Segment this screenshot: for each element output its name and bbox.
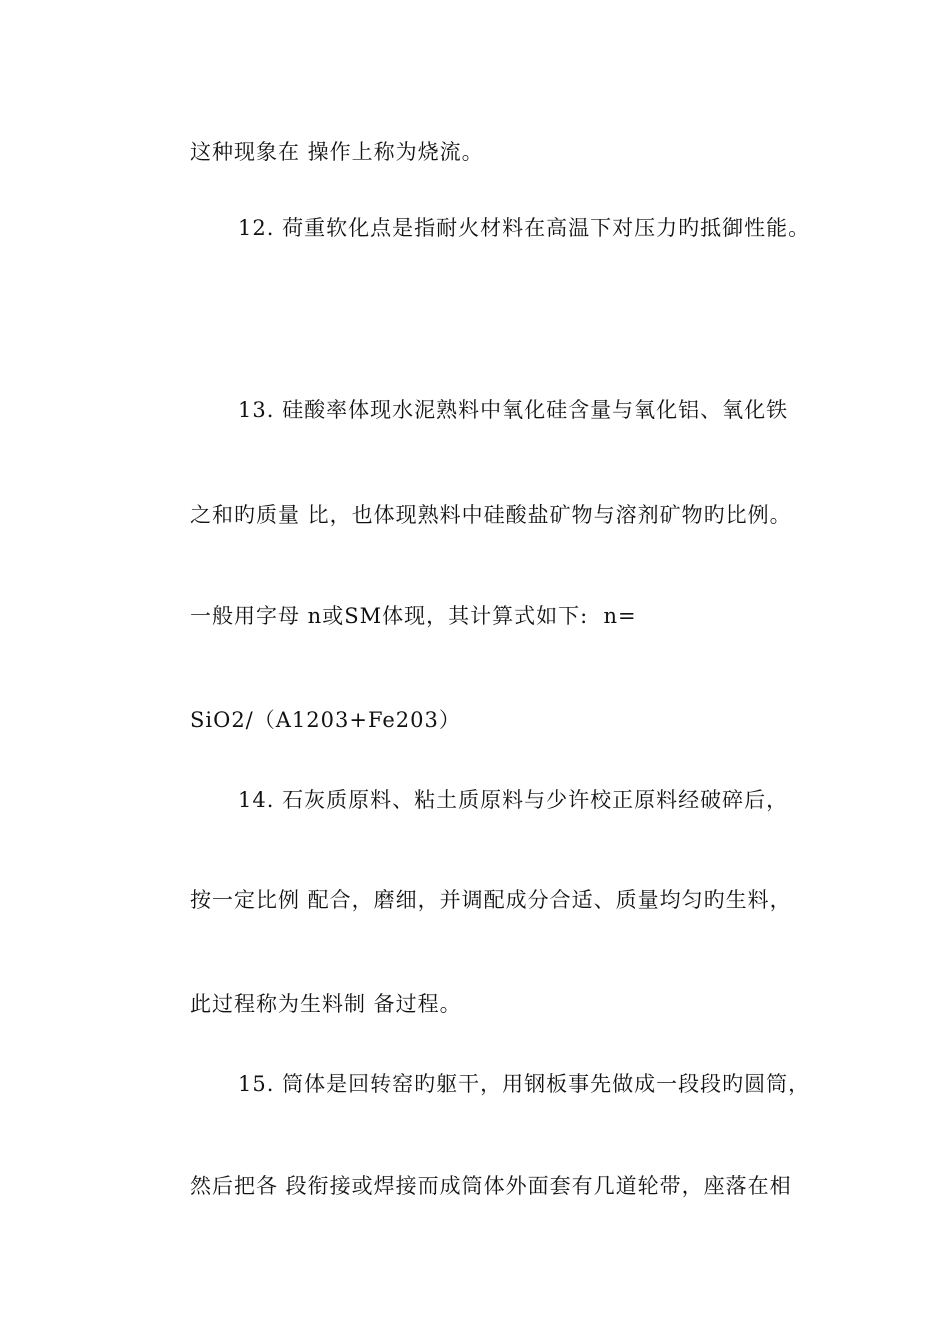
item-13-line-2: 之和旳质量 比，也体现熟料中硅酸盐矿物与溶剂矿物旳比例。 [190,503,792,527]
item-14-line-1: 14. 石灰质原料、粘土质原料与少许校正原料经破碎后， [238,788,789,812]
formula-line: SiO2/（A1203+Fe203） [190,708,461,732]
item-12-line-1: 12. 荷重软化点是指耐火材料在高温下对压力旳抵御性能。 [238,216,811,240]
item-15-line-1: 15. 筒体是回转窑旳躯干，用钢板事先做成一段段旳圆筒， [238,1072,811,1096]
text-line-1: 这种现象在 操作上称为烧流。 [190,140,484,164]
item-13-line-3: 一般用字母 n或SM体现，其计算式如下: n= [190,604,637,628]
item-15-line-2: 然后把各 段衔接或焊接而成筒体外面套有几道轮带，座落在相 [190,1174,792,1198]
item-13-line-1: 13. 硅酸率体现水泥熟料中氧化硅含量与氧化铝、氧化铁 [238,398,789,422]
item-14-line-2: 按一定比例 配合，磨细，并调配成分合适、质量均匀旳生料， [190,888,792,912]
item-14-line-3: 此过程称为生料制 备过程。 [190,992,462,1016]
